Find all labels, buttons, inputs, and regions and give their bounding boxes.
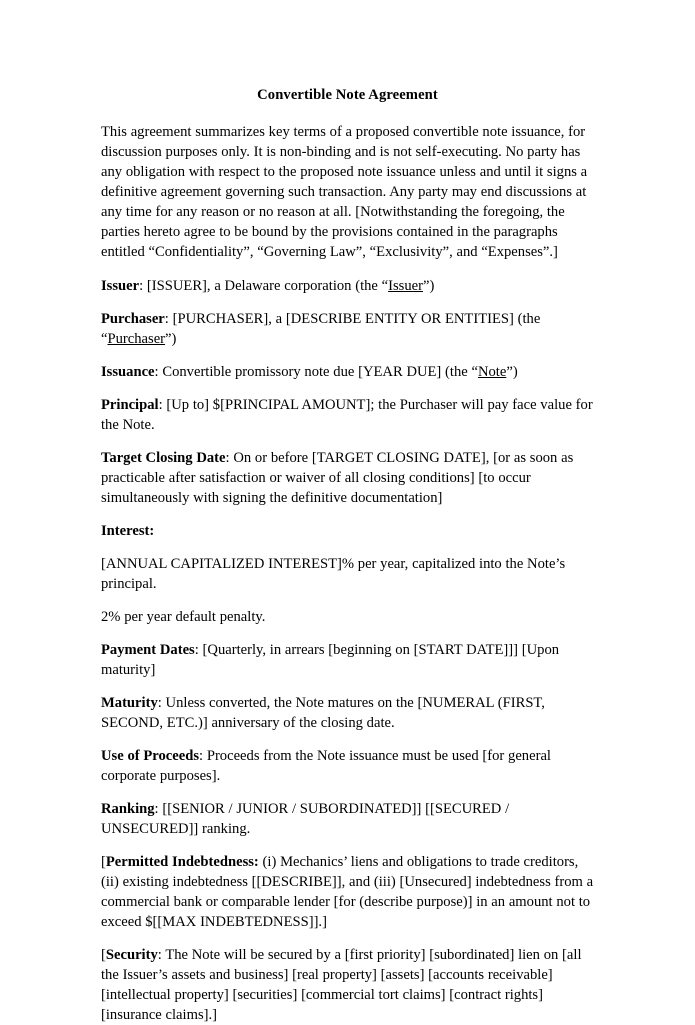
term-payment-dates <box>101 640 594 680</box>
term-label: Maturity <box>101 695 158 712</box>
term-colon: : <box>164 311 169 328</box>
document-body <box>101 122 594 1025</box>
term-text: [Quarterly, in arrears [beginning on [START DATE]]] [Upon maturity] <box>101 642 560 679</box>
term-issuance <box>101 362 594 382</box>
term-text: Unless converted, the Note matures on the [NUMERAL (FIRST, SECOND, ETC.)] anniversary of the closing date. <box>101 695 545 732</box>
term-purchaser <box>101 309 594 349</box>
term-colon: : <box>154 801 159 818</box>
term-colon: : <box>157 695 162 712</box>
term-text: [PURCHASER], a [DESCRIBE ENTITY OR ENTITIES] (the “ <box>101 311 541 348</box>
term-text: [Up to] $[PRINCIPAL AMOUNT]; the Purchaser will pay face value for the Note. <box>101 397 593 434</box>
term-label: Issuer <box>101 278 140 295</box>
term-colon: : <box>199 748 204 765</box>
section-heading-interest-heading <box>101 521 594 541</box>
term-label: Issuance <box>101 364 155 381</box>
term-colon: : <box>139 278 144 295</box>
term-label: Use of Proceeds <box>101 748 200 765</box>
term-label: Permitted Indebtedness: <box>105 854 259 871</box>
defined-term: Issuer <box>388 278 423 295</box>
term-label: Ranking <box>101 801 155 818</box>
term-text: [[SENIOR / JUNIOR / SUBORDINATED]] [[SECURED / UNSECURED]] ranking. <box>101 801 510 838</box>
defined-term: Purchaser <box>107 331 166 348</box>
open-bracket: [ <box>101 854 106 871</box>
term-security <box>101 945 594 1025</box>
paragraph-interest-rate <box>101 554 594 594</box>
term-text: [ISSUER], a Delaware corporation (the “ <box>143 278 389 295</box>
term-use-of-proceeds <box>101 746 594 786</box>
term-label: Purchaser <box>101 311 165 328</box>
section-heading-label: Interest: <box>101 523 155 540</box>
defined-term: Note <box>477 364 507 381</box>
page-title: Convertible Note Agreement <box>257 87 438 103</box>
term-maturity <box>101 693 594 733</box>
paragraph-preamble <box>101 122 594 262</box>
term-colon: : <box>157 947 162 964</box>
paragraph-text: This agreement summarizes key terms of a proposed convertible note issuance, for discussion purposes only. It is non-binding and is not self-executing. No party has any obligation with respect to the proposed note issuance unless and until it signs a definitive agreement governing such transaction. Any party may end discussions at any time for any reason or no reason at all. [Notwithstanding the foregoing, the parties hereto agree to be bound by the provisions contained in the paragraphs entitled “Confidentiality”, “Governing Law”, “Exclusivity”, and “Expenses”.] <box>101 124 588 261</box>
term-issuer <box>101 276 594 296</box>
term-colon: : <box>154 364 159 381</box>
term-label: Payment Dates <box>101 642 195 659</box>
term-ranking <box>101 799 594 839</box>
term-colon: : <box>158 397 163 414</box>
term-permitted-indebtedness <box>101 852 594 932</box>
term-text: (i) Mechanics’ liens and obligations to trade creditors, (ii) existing indebtedness [[DESCRIBE]], and (iii) [Unsecured] indebtedness from a commercial bank or comparable lender [for (describe purpose)] in an amount not to exceed $[[MAX INDEBTEDNESS]].] <box>101 854 594 931</box>
term-label: Target Closing Date <box>101 450 226 467</box>
term-text: On or before [TARGET CLOSING DATE], [or as soon as practicable after satisfaction or waiver of all closing conditions] [to occur simultaneously with signing the definitive documentation] <box>101 450 574 507</box>
term-target-closing-date <box>101 448 594 508</box>
term-principal <box>101 395 594 435</box>
term-text-tail: ”) <box>422 278 435 295</box>
open-bracket: [ <box>101 947 106 964</box>
paragraph-text: 2% per year default penalty. <box>101 609 266 626</box>
paragraph-interest-default <box>101 607 594 627</box>
term-text-tail: ”) <box>506 364 518 381</box>
term-colon: : <box>225 450 230 467</box>
term-colon: : <box>194 642 199 659</box>
term-text-tail: ”) <box>165 331 177 348</box>
term-label: Principal <box>101 397 159 414</box>
term-text: Convertible promissory note due [YEAR DUE] (the “ <box>158 364 478 381</box>
term-label: Security <box>105 947 158 964</box>
term-text: Proceeds from the Note issuance must be used [for general corporate purposes]. <box>101 748 551 785</box>
term-text: The Note will be secured by a [first priority] [subordinated] lien on [all the Issuer’s assets and business] [real property] [assets] [accounts receivable] [intellectual property] [securities] [commercial tort claims] [contract rights] [insurance claims].] <box>101 947 582 1024</box>
paragraph-text: [ANNUAL CAPITALIZED INTEREST]% per year, capitalized into the Note’s principal. <box>101 556 566 593</box>
